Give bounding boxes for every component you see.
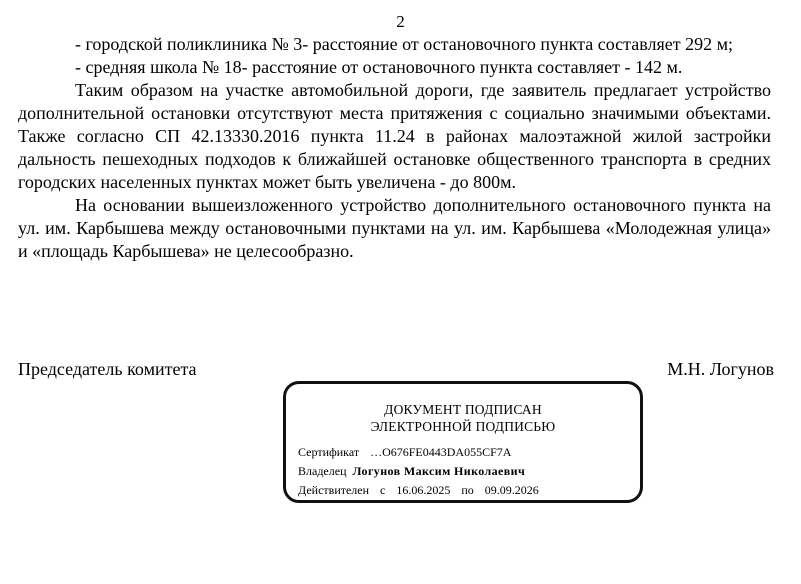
stamp-valid-to-date: 09.09.2026 [484,483,539,497]
signer-position: Председатель комитета [18,359,197,379]
stamp-valid-label: Действителен [298,483,370,497]
stamp-valid-to-label: по [461,483,474,497]
paragraph-final-decision: На основании вышеизложенного устройство дополнительного остановочного пункта на ул. им. Карбышева между остановочными пунктами на ул. им. Карбышева «Молодежная улица» и «площадь Карбышева» не целесообразно. [18,195,771,261]
stamp-owner-label: Владелец [298,464,347,478]
stamp-certificate-value: …О676FE0443DA055CF7A [370,445,512,459]
stamp-validity-row [298,483,539,497]
stamp-certificate-label: Сертификат [298,445,360,459]
stamp-owner-name: Логунов Максим Николаевич [352,464,526,478]
document-body [18,33,771,263]
signer-name: М.Н. Логунов [667,359,774,379]
stamp-certificate-row [298,445,511,459]
paragraph-conclusion-reasoning: Таким образом на участке автомобильной дороги, где заявитель предлагает устройство дополнительной остановки отсутствуют места притяжения с социально значимыми объектами. Также согласно СП 42.13330.2016 пункта 11.24 в районах малоэтажной жилой застройки дальность пешеходных подходов к ближайшей остановке общественного транспорта в средних городских населенных пунктах может быть увеличена - до 800м. [18,80,771,192]
stamp-title-line2: ЭЛЕКТРОННОЙ ПОДПИСЬЮ [370,419,556,434]
page-number: 2 [396,12,405,31]
stamp-valid-from-label: с [380,483,386,497]
stamp-valid-from-date: 16.06.2025 [396,483,451,497]
stamp-title-line1: ДОКУМЕНТ ПОДПИСАН [384,402,542,417]
stamp-heading [286,401,640,435]
paragraph-clinic-distance: - городской поликлиника № 3- расстояние от остановочного пункта составляет 292 м; [75,34,734,54]
paragraph-school-distance: - средняя школа № 18- расстояние от остановочного пункта составляет - 142 м. [75,57,683,77]
electronic-signature-stamp [283,381,643,503]
stamp-owner-row [298,464,525,478]
